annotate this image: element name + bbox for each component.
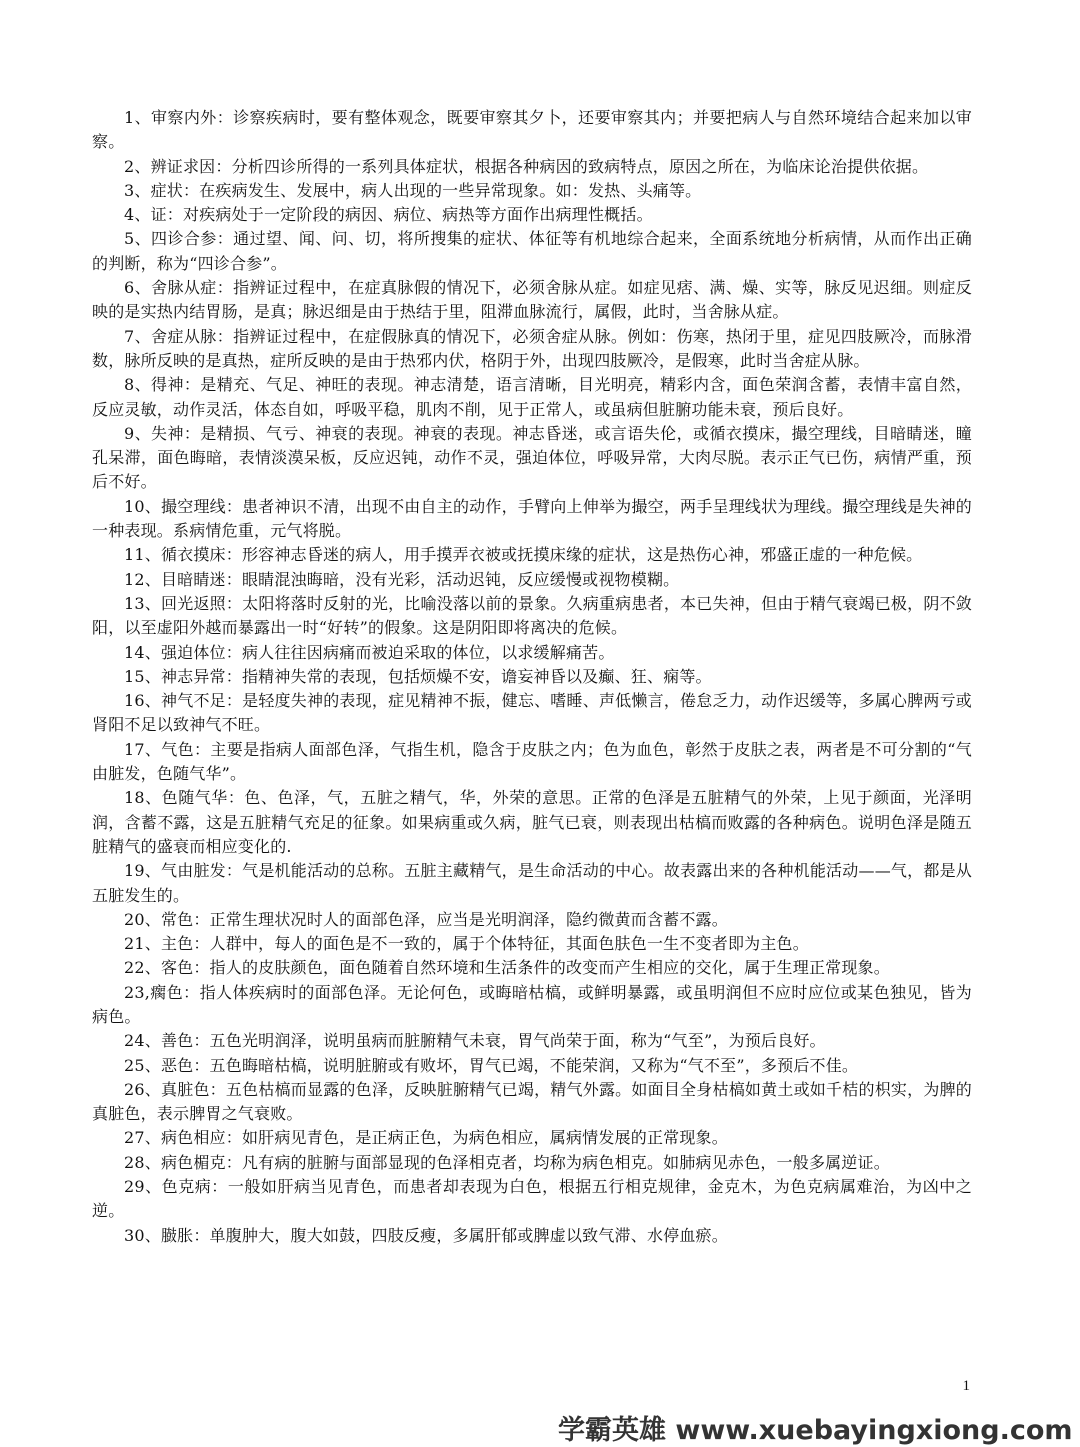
term-entry: 15、神志异常：指精神失常的表现，包括烦燥不安，谵妄神昏以及癫、狂、痫等。 [124, 666, 712, 686]
term-entry: 3、症状：在疾病发生、发展中，病人出现的一些异常现象。如：发热、头痛等。 [124, 180, 702, 200]
term-entry: 12、目暗睛迷：眼睛混浊晦暗，没有光彩，活动迟钝，反应缓慢或视物模糊。 [124, 569, 680, 589]
document-body [92, 106, 972, 1248]
term-entry: 27、病色相应：如肝病见青色，是正病正色，为病色相应，属病情发展的正常现象。 [124, 1128, 728, 1148]
term-entry: 14、强迫体位：病人往往因病痛而被迫采取的体位，以求缓解痛苦。 [124, 642, 615, 662]
term-entry: 30、臌胀：单腹肿大，腹大如鼓，四肢反瘦，多属肝郁或脾虚以致气滞、水停血瘀。 [124, 1225, 728, 1245]
term-entry: 21、主色：人群中，每人的面色是不一致的，属于个体特征，其面色肤色一生不变者即为主色。 [124, 934, 809, 954]
term-entry: 19、气由脏发：气是机能活动的总称。五脏主藏精气，是生命活动的中心。故表露出来的各种机能活动——气，都是从五脏发生的。 [92, 861, 972, 905]
term-entry: 13、回光返照：太阳将落时反射的光，比喻没落以前的景象。久病重病患者，本已失神，但由于精气衰竭已极，阴不敛阳，以至虚阳外越而暴露出一时“好转”的假象。这是阴阳即将离决的危候。 [92, 593, 972, 638]
term-entry: 1、审察内外：诊察疾病时，要有整体观念，既要审察其夕卜，还要审察其内；并要把病人与自然环境结合起来加以审察。 [92, 108, 972, 152]
term-entry: 25、恶色：五色晦暗枯槁，说明脏腑或有败坏，胃气已竭，不能荣润，又称为“气不至”，多预后不佳。 [124, 1055, 859, 1075]
term-entry: 24、善色：五色光明润泽，说明虽病而脏腑精气未衰，胃气尚荣于面，称为“气至”，为预后良好。 [124, 1031, 826, 1051]
term-entry: 28、病色楣克：凡有病的脏腑与面部显现的色泽相克者，均称为病色相克。如肺病见赤色，一般多属逆证。 [124, 1152, 890, 1172]
term-entry: 7、舍症从脉：指辨证过程中，在症假脉真的情况下，必须舍症从脉。例如：伤寒，热闭于里，症见四肢厥冷，而脉滑数，脉所反映的是真热，症所反映的是由于热邪内伏，格阴于外，出现四肢厥冷，是假寒，此时当舍症从脉。 [92, 326, 972, 370]
term-entry: 9、失神：是精损、气亏、神衰的表现。神衰的表现。神志昏迷，或言语失伦，或循衣摸床，撮空理线，目暗睛迷，瞳孔呆滞，面色晦暗，表情淡漠呆板，反应迟钝，动作不灵，强迫体位，呼吸异常，大肉尽脱。表示正气已伤，病情严重，预后不好。 [92, 423, 972, 492]
term-entry: 20、常色：正常生理状况时人的面部色泽，应当是光明润泽，隐约微黄而含蓄不露。 [124, 909, 728, 929]
term-entry: 8、得神：是精充、气足、神旺的表现。神志清楚，语言清晰，目光明亮，精彩内含，面色荣润含蓄，表情丰富自然，反应灵敏，动作灵活，体态自如，呼吸平稳，肌肉不削，见于正常人，或虽病但脏腑功能未衰，预后良好。 [92, 375, 972, 419]
term-entry: 11、循衣摸床：形容神志昏迷的病人，用手摸弄衣被或抚摸床缘的症状，这是热伤心神，邪盛正虚的一种危候。 [124, 545, 923, 565]
term-entry: 6、舍脉从症：指辨证过程中，在症真脉假的情况下，必须舍脉从症。如症见痞、满、燥、实等，脉反见迟细。则症反映的是实热内结胃肠，是真；脉迟细是由于热结于里，阻滞血脉流行，属假，此时，当舍脉从症。 [92, 278, 972, 322]
watermark: 学霸英雄 www.xuebayingxiong.com [558, 1415, 1073, 1446]
term-entry: 29、色克病：一般如肝病当见青色，而患者却表现为白色，根据五行相克规律，金克木，为色克病属难治，为凶中之逆。 [92, 1177, 972, 1221]
term-entry: 4、证：对疾病处于一定阶段的病因、病位、病热等方面作出病理性概括。 [124, 205, 653, 225]
term-entry: 18、色随气华：色、色泽，气，五脏之精气，华，外荣的意思。正常的色泽是五脏精气的外荣，上见于颜面，光泽明润，含蓄不露，这是五脏精气充足的征象。如果病重或久病，脏气已衰，则表现出枯槁而败露的各种病色。说明色泽是随五脏精气的盛衰而相应变化的. [92, 788, 972, 856]
term-entry: 10、撮空理线：患者神识不清，出现不由自主的动作，手臂向上伸举为撮空，两手呈理线状为理线。撮空理线是失神的一种表现。系病情危重，元气将脱。 [92, 496, 972, 541]
term-entry: 23,瘸色：指人体疾病时的面部色泽。无论何色，或晦暗枯槁，或鲜明暴露，或虽明润但不应时应位或某色独见，皆为病色。 [92, 982, 972, 1026]
term-entry: 22、客色：指人的皮肤颜色，面色随着自然环境和生活条件的改变而产生相应的交化，属于生理正常现象。 [124, 958, 890, 978]
term-entry: 17、气色：主要是指病人面部色泽，气指生机，隐含于皮肤之内；色为血色，彰然于皮肤之表，两者是不可分割的“气由脏发，色随气华”。 [92, 739, 972, 784]
page-number: 1 [962, 1378, 970, 1394]
term-entry: 16、神气不足：是轻度失神的表现，症见精神不振，健忘、嗜睡、声低懒言，倦怠乏力，动作迟缓等，多属心脾两亏或肾阳不足以致神气不旺。 [92, 691, 972, 735]
term-entry: 26、真脏色：五色枯槁而显露的色泽，反映脏腑精气已竭，精气外露。如面目全身枯槁如黄土或如千桔的枳实，为脾的真脏色，表示脾胃之气衰败。 [92, 1079, 972, 1124]
term-entry: 5、四诊合参：通过望、闻、问、切，将所搜集的症状、体征等有机地综合起来，全面系统地分析病情，从而作出正确的判断，称为“四诊合参”。 [92, 229, 972, 273]
term-entry: 2、辨证求因：分析四诊所得的一系列具体症状，根据各种病因的致病特点，原因之所在，为临床论治提供依据。 [124, 156, 929, 176]
